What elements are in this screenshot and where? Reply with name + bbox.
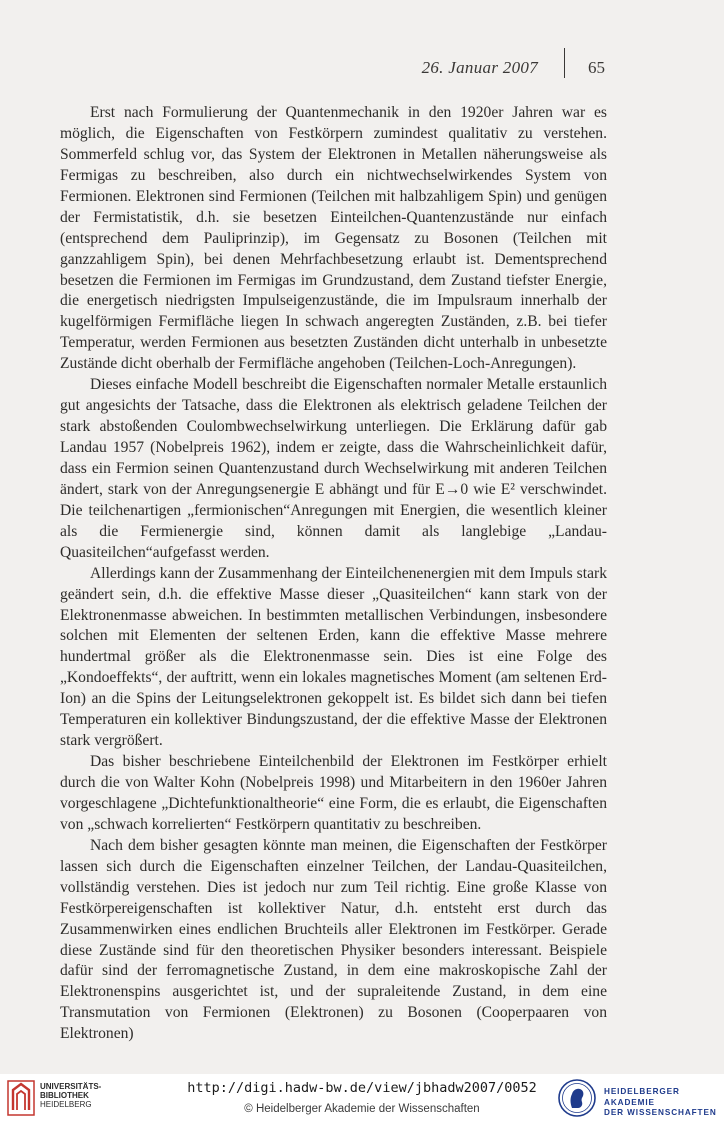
running-header <box>0 58 724 78</box>
permalink-url[interactable]: http://digi.hadw-bw.de/view/jbhadw2007/0052 <box>187 1080 537 1096</box>
footer-bar <box>0 1074 724 1124</box>
academy-name[interactable] <box>604 1087 724 1119</box>
paragraph-3: Allerdings kann der Zusammenhang der Einteilchenenergien mit dem Impuls stark geändert sein, d.h. die effektive Masse dieser „Quasiteilchen“ kann stark von der Elektronenmasse abweichen. In bestimmten metallischen Verbindungen, insbesondere solchen mit Elementen der seltenen Erden, kann die effektive Masse mehrere hundertmal größer als die Elektronenmasse sein. Dies ist eine Folge des „Kondoeffekts“, der auftritt, wenn ein lokales magnetisches Moment (am seltenen Erd-Ion) an die Spins der Leitungselektronen gekoppelt ist. Es bildet sich dann bei tiefen Temperaturen ein kollektiver Bindungszustand, der die effektive Masse der Elektronen stark vergrößert. <box>60 564 607 750</box>
paragraph-2: Dieses einfache Modell beschreibt die Eigenschaften normaler Metalle erstaunlich gut angesichts der Tatsache, dass die Elektronen als elektrisch geladene Teilchen der stark abstoßenden Coulombwechselwirkung unterliegen. Die Erklärung dafür gab Landau 1957 (Nobelpreis 1962), indem er zeigte, dass die Wahrscheinlichkeit dafür, dass ein Fermion seinen Quantenzustand durch Wechselwirkung mit anderen Teilchen ändert, stark von der Anregungsenergie E abhängt und für E→0 wie E² verschwindet. Die teilchenartigen „fermionischen“Anregungen mit Energien, die wesentlich kleiner als die Fermienergie sind, können damit als langlebige „Landau-Quasiteilchen“aufgefasst werden. <box>60 376 607 561</box>
body-text <box>60 103 607 1045</box>
academy-name-line1: HEIDELBERGER AKADEMIE <box>604 1087 680 1107</box>
library-name-line3: HEIDELBERG <box>40 1100 92 1109</box>
library-name-line1: UNIVERSITÄTS- <box>40 1082 102 1091</box>
header-divider <box>564 48 565 78</box>
library-name-line2: BIBLIOTHEK <box>40 1091 89 1100</box>
academy-name-line2: DER WISSENSCHAFTEN <box>604 1108 717 1117</box>
paragraph-4: Das bisher beschriebene Einteilchenbild der Elektronen im Festkörper erhielt durch die von Walter Kohn (Nobelpreis 1998) und Mitarbeitern in den 1960er Jahren vorgeschlagene „Dichtefunktionaltheorie“ eine Form, die es erlaubt, die Eigenschaften von „schwach korrelierten“ Festkörpern quantitativ zu beschreiben. <box>60 753 607 833</box>
paragraph-1: Erst nach Formulierung der Quantenmechanik in den 1920er Jahren war es möglich, die Eigenschaften von Festkörpern zumindest qualitativ zu verstehen. Sommerfeld schlug vor, das System der Elektronen in Metallen näherungsweise als Fermigas zu beschreiben, also durch ein nichtwechselwirkendes System von Fermionen. Elektronen sind Fermionen (Teilchen mit halbzahligem Spin) und genügen der Fermistatistik, d.h. sie besetzen Einteilchen-Quantenzustände nur einfach (entsprechend dem Pauliprinzip), im Gegensatz zu Bosonen (Teilchen mit ganzzahligem Spin), bei denen Mehrfachbesetzung erlaubt ist. Dementsprechend besetzen die Fermionen im Fermigas im Grundzustand, dem Zustand tiefster Energie, die energetisch niedrigsten Impulseigenzustände, die im Impulsraum innerhalb der kugelförmigen Fermifläche liegen In schwach angeregten Zuständen, z.B. bei tiefer Temperatur, werden Fermionen aus besetzten Zuständen dicht unterhalb in unbesetzte Zustände dicht oberhalb der Fermifläche angehoben (Teilchen-Loch-Anregungen). <box>60 104 607 373</box>
academy-seal-icon[interactable] <box>558 1078 596 1118</box>
page-number: 65 <box>588 58 605 77</box>
header-date: 26. Januar 2007 <box>421 58 538 77</box>
paragraph-5: Nach dem bisher gesagten könnte man meinen, die Eigenschaften der Festkörper lassen sich durch die Eigenschaften einzelner Teilchen, der Landau-Quasiteilchen, vollständig verstehen. Dies ist jedoch nur zum Teil richtig. Eine große Klasse von Festkörpereigenschaften ist kollektiver Natur, d.h. entsteht erst durch das Zusammenwirken eines endlichen Bruchteils aller Elektronen im Festkörper. Gerade diese Zustände sind für den theoretischen Physiker besonders interessant. Beispiele dafür sind der ferromagnetische Zustand, in dem eine makroskopische Zahl der Elektronenspins ausgerichtet ist, und der supraleitende Zustand, in dem eine Transmutation von Fermionen (Elektronen) zu Bosonen (Cooperpaaren von Elektronen) <box>60 836 607 1043</box>
copyright-notice: © Heidelberger Akademie der Wissenschaften <box>244 1103 480 1115</box>
